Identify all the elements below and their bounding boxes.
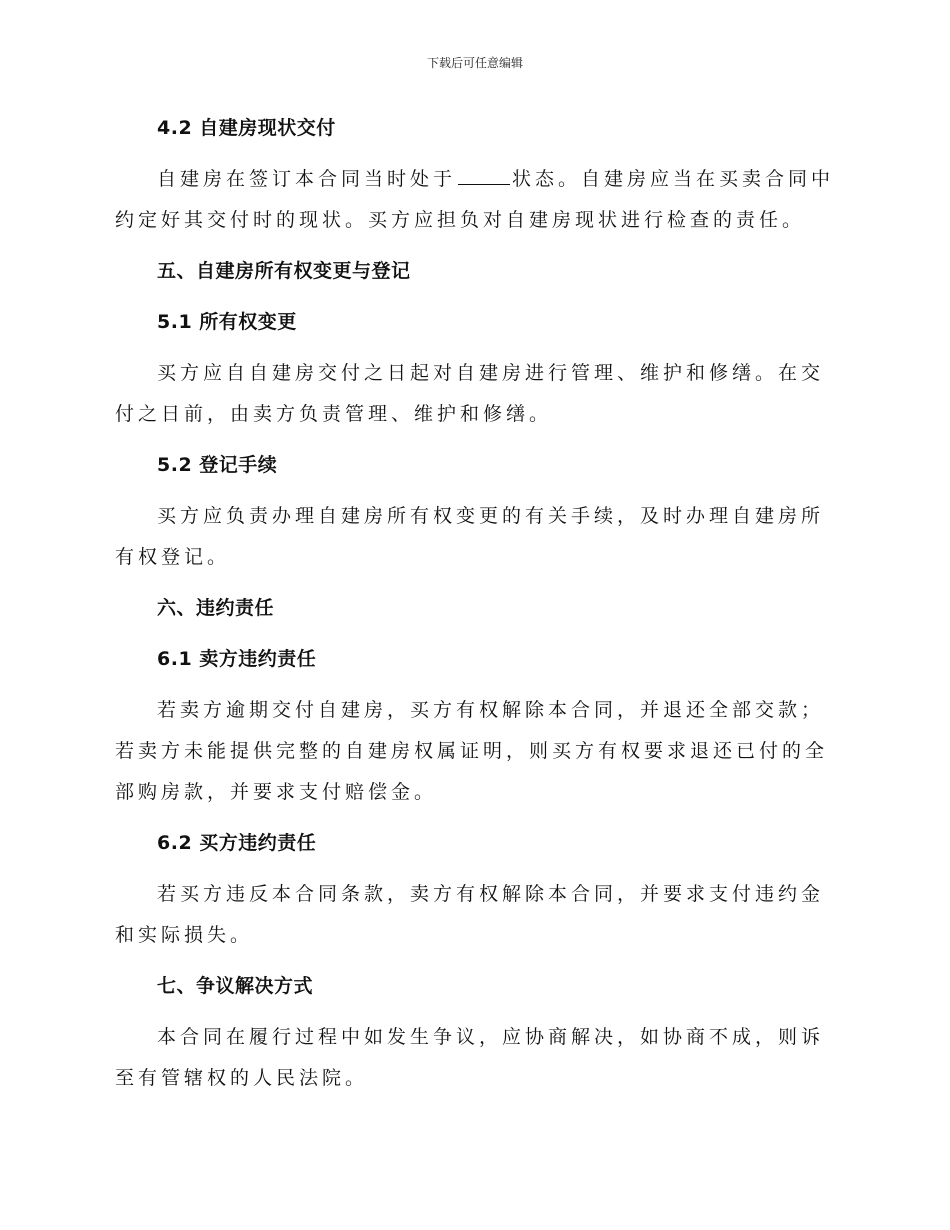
section-5-1-heading: 5.1 所有权变更: [157, 311, 297, 333]
section-5-1-paragraph: 买方应自自建房交付之日起对自建房进行管理、维护和修缮。在交付之日前，由卖方负责管理、维护和修缮。: [115, 362, 825, 425]
section-5-heading: 五、自建房所有权变更与登记: [157, 260, 411, 282]
section-5-2-paragraph: 买方应负责办理自建房所有权变更的有关手续，及时办理自建房所有权登记。: [115, 505, 825, 568]
section-7-heading: 七、争议解决方式: [157, 975, 314, 997]
paragraph-text-before-blank: 自建房在签订本合同当时处于: [157, 168, 457, 190]
section-5-2-heading: 5.2 登记手续: [157, 454, 278, 476]
section-6-heading: 六、违约责任: [157, 597, 275, 619]
section-6-2-heading: 6.2 买方违约责任: [157, 832, 317, 854]
fill-in-blank: [458, 166, 510, 185]
paragraph-text-after-blank: 状态。自建房应当在买卖合同中约定好其交付时的现状。买方应担负对自建房现状进行检查的责任。: [115, 168, 835, 231]
document-body: [115, 110, 835, 1099]
section-7-paragraph: 本合同在履行过程中如发生争议，应协商解决，如协商不成，则诉至有管辖权的人民法院。: [115, 1026, 825, 1089]
section-6-1-heading: 6.1 卖方违约责任: [157, 648, 317, 670]
page-header: 下载后可任意编辑: [426, 56, 523, 70]
section-4-2-heading: 4.2 自建房现状交付: [157, 117, 336, 139]
section-6-2-paragraph: 若买方违反本合同条款，卖方有权解除本合同，并要求支付违约金和实际损失。: [115, 883, 825, 946]
section-6-1-paragraph: 若卖方逾期交付自建房，买方有权解除本合同，并退还全部交款；若卖方未能提供完整的自建房权属证明，则买方有权要求退还已付的全部购房款，并要求支付赔偿金。: [115, 699, 829, 803]
section-4-2-paragraph: [115, 159, 835, 241]
